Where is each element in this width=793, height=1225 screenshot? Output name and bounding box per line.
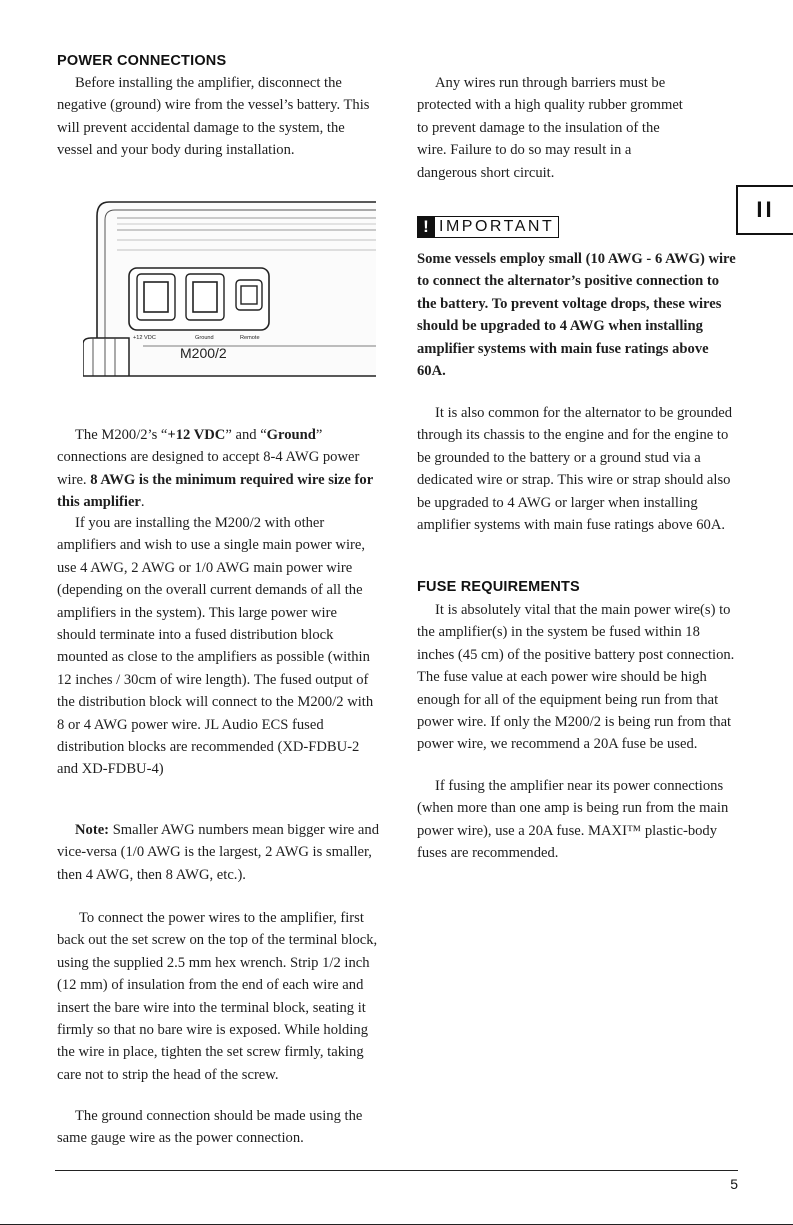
note-label: Note: [75, 822, 110, 838]
grommet-paragraph: Any wires run through barriers must be protected with a high quality rubber grommet to prevent damage to the insulation of the wire. Failure to do so may result in a dangerous short circuit. [417, 75, 683, 181]
note-text: Smaller AWG numbers mean bigger wire and vice-versa (1/0 AWG is the largest, 2 AWG is smaller, then 4 AWG, then 8 AWG, etc.). [57, 822, 380, 883]
amplifier-terminal-illustration [83, 198, 376, 382]
wire-install-paragraph: To connect the power wires to the amplifier, first back out the set screw on the top of the terminal block, using the supplied 2.5 mm hex wrench. Strip 1/2 inch (12 mm) of insulation from the end of each wire and insert the bare wire into the terminal block, seating it firmly so that no bare wire is exposed. While holding the wire in place, tighten the set screw firmly, taking care not to strip the head of the screw. [57, 910, 378, 1083]
fuse-type-paragraph: If fusing the amplifier near its power connections (when more than one amp is being run from the main power wire), use a 20A fuse. MAXI™ plastic-body fuses are recommended. [417, 778, 729, 862]
minimum-wire-size-note: 8 AWG is the minimum required wire size for this amplifier [57, 471, 373, 511]
terminal-spec-text-2: ” and “ [225, 427, 267, 443]
terminal-spec-text-4: . [140, 494, 145, 511]
page-number: 5 [730, 1176, 738, 1192]
awg-note-paragraph [57, 819, 379, 886]
label-remote: Remote [240, 335, 260, 341]
alternator-ground-paragraph: It is also common for the alternator to be grounded through its chassis to the engine and for the engine to be grounded to the battery or a ground stud via a dedicated wire or strap. This wire or strap should also be upgraded to 4 AWG or larger when installing amplifier systems with main fuse ratings above 60A. [417, 405, 733, 534]
power-connections-heading: POWER CONNECTIONS [57, 53, 227, 69]
important-callout [417, 216, 559, 238]
label-ground: Ground [195, 335, 214, 341]
terminal-spec-text-3: ” connections are designed to accept 8-4 AWG power wire. [57, 427, 360, 488]
intro-paragraph: Before installing the amplifier, disconnect the negative (ground) wire from the vessel’s battery. This will prevent accidental damage to the system, the vessel and your body during installation. [57, 75, 370, 159]
important-label: IMPORTANT [435, 216, 559, 238]
section-tab-marker: II [736, 185, 793, 235]
fuse-requirements-heading: FUSE REQUIREMENTS [417, 579, 580, 595]
multi-amp-paragraph: If you are installing the M200/2 with other amplifiers and wish to use a single main power wire, use 4 AWG, 2 AWG or 1/0 AWG main power wire (depending on the overall current demands of all the amplifiers in the system). This large power wire should terminate into a fused distribution block mounted as close to the amplifiers as possible (within 12 inches / 30cm of wire length). The fused output of the distribution block will connect to the M200/2 with 8 or 4 AWG power wire. JL Audio ECS fused distribution blocks are recommended (XD-FDBU-2 and XD-FDBU-4) [57, 515, 374, 778]
footer-rule [55, 1170, 738, 1171]
fuse-location-paragraph: It is absolutely vital that the main power wire(s) to the amplifier(s) in the system be fused within 18 inches (45 cm) of the positive battery post connection. The fuse value at each power wire should be high enough for all of the equipment being run from that power wire. If only the M200/2 is being run from that power wire, we recommend a 20A fuse be used. [417, 602, 735, 753]
terminal-spec-text-1: The M200/2’s “ [75, 427, 168, 443]
terminal-12vdc-term: +12 VDC [167, 427, 226, 443]
ground-gauge-paragraph: The ground connection should be made using the same gauge wire as the power connection. [57, 1108, 363, 1147]
warning-icon: ! [417, 216, 435, 238]
important-text: Some vessels employ small (10 AWG - 6 AWG) wire to connect the alternator’s positive connection to the battery. To prevent voltage drops, these wires should be upgraded to 4 AWG when installing amplifier systems with main fuse ratings above 60A. [417, 251, 736, 380]
terminal-ground-term: Ground [266, 427, 316, 443]
model-name: M200/2 [180, 345, 227, 361]
terminal-spec-paragraph [57, 424, 379, 514]
label-12vdc: +12 VDC [133, 335, 156, 341]
